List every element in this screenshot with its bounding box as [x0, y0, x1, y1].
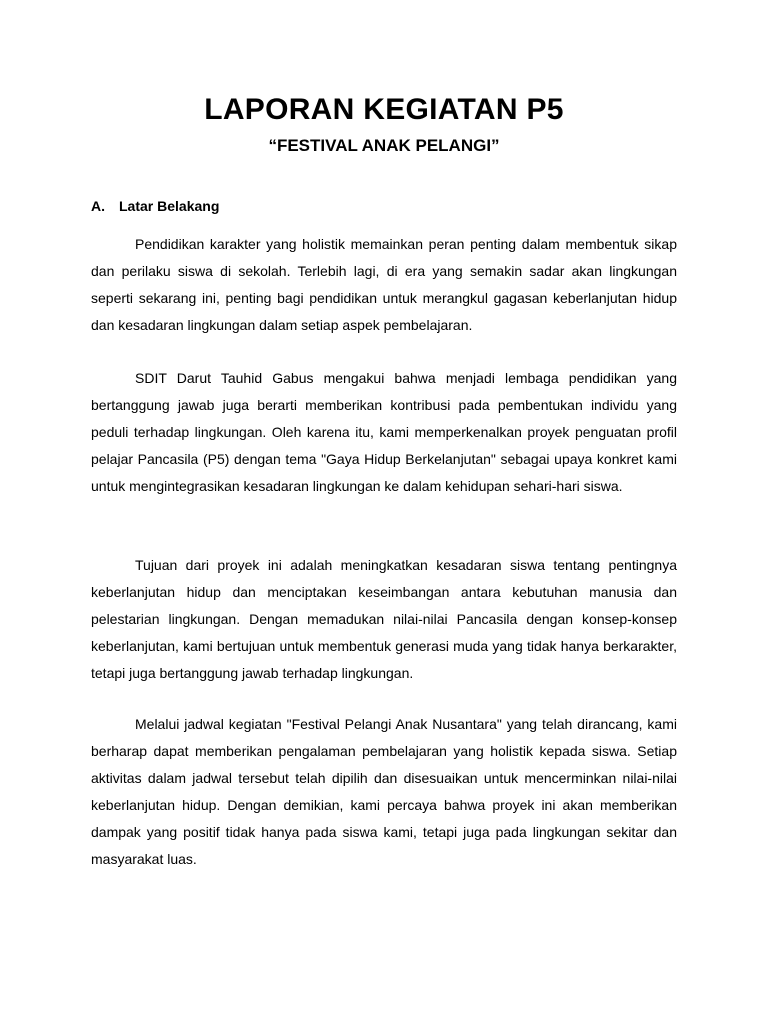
section-heading — [91, 197, 219, 215]
paragraph: SDIT Darut Tauhid Gabus mengakui bahwa menjadi lembaga pendidikan yang bertanggung jawab juga berarti memberikan kontribusi pada pembentukan individu yang peduli terhadap lingkungan. Oleh karena itu, kami memperkenalkan proyek penguatan profil pelajar Pancasila (P5) dengan tema "Gaya Hidup Berkelanjutan" sebagai upaya konkret kami untuk mengintegrasikan kesadaran lingkungan ke dalam kehidupan sehari-hari siswa. — [91, 370, 677, 494]
section-letter: A. — [91, 198, 105, 214]
document-title: LAPORAN KEGIATAN P5 — [204, 93, 564, 126]
paragraph: Pendidikan karakter yang holistik memainkan peran penting dalam membentuk sikap dan perilaku siswa di sekolah. Terlebih lagi, di era yang semakin sadar akan lingkungan seperti sekarang ini, penting bagi pendidikan untuk merangkul gagasan keberlanjutan hidup dan kesadaran lingkungan dalam setiap aspek pembelajaran. — [91, 236, 677, 333]
paragraph-block — [91, 365, 677, 500]
paragraph-block — [91, 711, 677, 873]
paragraph-block — [91, 552, 677, 687]
section-title: Latar Belakang — [119, 198, 220, 214]
paragraph: Melalui jadwal kegiatan "Festival Pelangi Anak Nusantara" yang telah dirancang, kami berharap dapat memberikan pengalaman pembelajaran yang holistik kepada siswa. Setiap aktivitas dalam jadwal tersebut telah dipilih dan disesuaikan untuk mencerminkan nilai-nilai keberlanjutan hidup. Dengan demikian, kami percaya bahwa proyek ini akan memberikan dampak yang positif tidak hanya pada siswa kami, tetapi juga pada lingkungan sekitar dan masyarakat luas. — [91, 716, 677, 867]
paragraph-block — [91, 231, 677, 339]
document-subtitle: “FESTIVAL ANAK PELANGI” — [268, 136, 500, 155]
paragraph: Tujuan dari proyek ini adalah meningkatkan kesadaran siswa tentang pentingnya keberlanjutan hidup dan menciptakan keseimbangan antara kebutuhan manusia dan pelestarian lingkungan. Dengan memadukan nilai-nilai Pancasila dengan konsep-konsep keberlanjutan, kami bertujuan untuk membentuk generasi muda yang tidak hanya berkarakter, tetapi juga bertanggung jawab terhadap lingkungan. — [91, 557, 677, 681]
